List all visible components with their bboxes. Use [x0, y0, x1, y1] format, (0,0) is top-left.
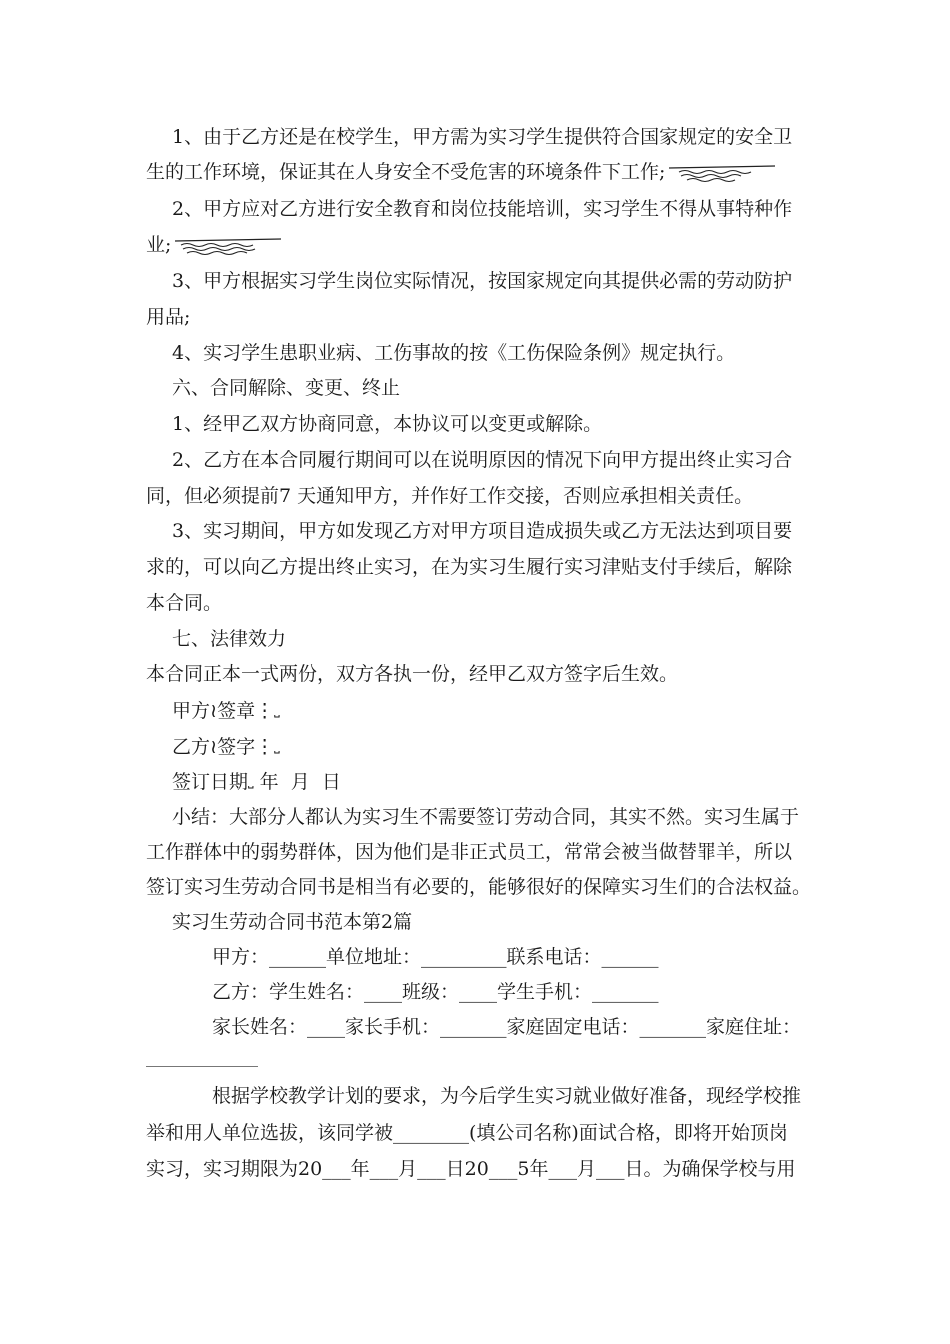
clause-5-1-line-2-text: 生的工作环境，保证其在人身安全不受危害的环境条件下工作;	[146, 161, 666, 183]
bracket-mark-icon: ⎵	[274, 702, 280, 718]
party-a-info-line: 甲方：______单位地址：_________联系电话：______	[212, 946, 659, 968]
clause-5-1-line-1: 1、由于乙方还是在校学生，甲方需为实习学生提供符合国家规定的安全卫	[172, 126, 793, 148]
clause-5-3-line-1: 3、甲方根据实习学生岗位实际情况，按国家规定向其提供必需的劳动防护	[172, 270, 793, 292]
section-6-heading: 六、合同解除、变更、终止	[172, 377, 401, 399]
clause-5-2-line-1: 2、甲方应对乙方进行安全教育和岗位技能培训，实习学生不得从事特种作	[172, 198, 793, 220]
party-b-signature-label: 乙方≀签字⋮	[172, 736, 275, 758]
body-line-2: 举和用人单位选拔，该同学被________(填公司名称)面试合格，即将开始顶岗	[146, 1122, 788, 1144]
clause-6-3-line-2: 求的，可以向乙方提出终止实习，在为实习生履行实习津贴支付手续后，解除	[146, 556, 793, 578]
section-7-heading: 七、法律效力	[172, 628, 287, 650]
party-a-signature-label: 甲方≀签章⋮	[172, 700, 275, 722]
parent-info-line: 家长姓名：____家长手机：_______家庭固定电话：_______家庭住址：	[212, 1016, 802, 1038]
summary-line-1: 小结：大部分人都认为实习生不需要签订劳动合同，其实不然。实习生属于	[172, 806, 800, 828]
clause-5-2-line-2-text: 业;	[146, 234, 172, 256]
clause-5-2-line-2	[146, 232, 285, 258]
signing-date-fields: 年 月 日	[259, 771, 341, 793]
clause-5-3-line-2: 用品;	[146, 306, 191, 328]
clause-6-3-line-1: 3、实习期间，甲方如发现乙方对甲方项目造成损失或乙方无法达到项目要	[172, 520, 793, 542]
address-underline	[146, 1066, 258, 1067]
wavy-mark-icon	[173, 236, 285, 256]
summary-line-2: 工作群体中的弱势群体，因为他们是非正式员工，常常会被当做替罪羊，所以	[146, 841, 793, 863]
summary-line-3: 签订实习生劳动合同书是相当有必要的，能够很好的保障实习生们的合法权益。	[146, 876, 812, 898]
body-line-1: 根据学校教学计划的要求，为今后学生实习就业做好准备，现经学校推	[212, 1085, 802, 1107]
signing-date-label: 签订日期	[172, 771, 249, 793]
body-line-3: 实习，实习期限为20___年___月___日20___5年___月___日。为确保学校与用	[146, 1158, 796, 1180]
party-a-signature-line	[172, 697, 280, 724]
bracket-mark-icon: ⎵	[248, 773, 254, 789]
party-b-signature-line	[172, 733, 280, 760]
template-2-title: 实习生劳动合同书范本第2篇	[172, 911, 413, 933]
bracket-mark-icon: ⎵	[274, 738, 280, 754]
clause-6-1: 1、经甲乙双方协商同意，本协议可以变更或解除。	[172, 413, 603, 435]
clause-6-2-line-1: 2、乙方在本合同履行期间可以在说明原因的情况下向甲方提出终止实习合	[172, 449, 793, 471]
signing-date-line	[172, 768, 341, 795]
clause-5-1-line-2	[146, 159, 779, 185]
clause-5-4: 4、实习学生患职业病、工伤事故的按《工伤保险条例》规定执行。	[172, 342, 736, 364]
clause-6-3-line-3: 本合同。	[146, 592, 223, 614]
party-b-info-line: 乙方：学生姓名：____班级：____学生手机：_______	[212, 981, 659, 1003]
clause-6-2-line-2: 同，但必须提前7 天通知甲方，并作好工作交接，否则应承担相关责任。	[146, 485, 754, 507]
wavy-mark-icon	[667, 163, 779, 183]
section-7-text: 本合同正本一式两份，双方各执一份，经甲乙双方签字后生效。	[146, 663, 679, 685]
